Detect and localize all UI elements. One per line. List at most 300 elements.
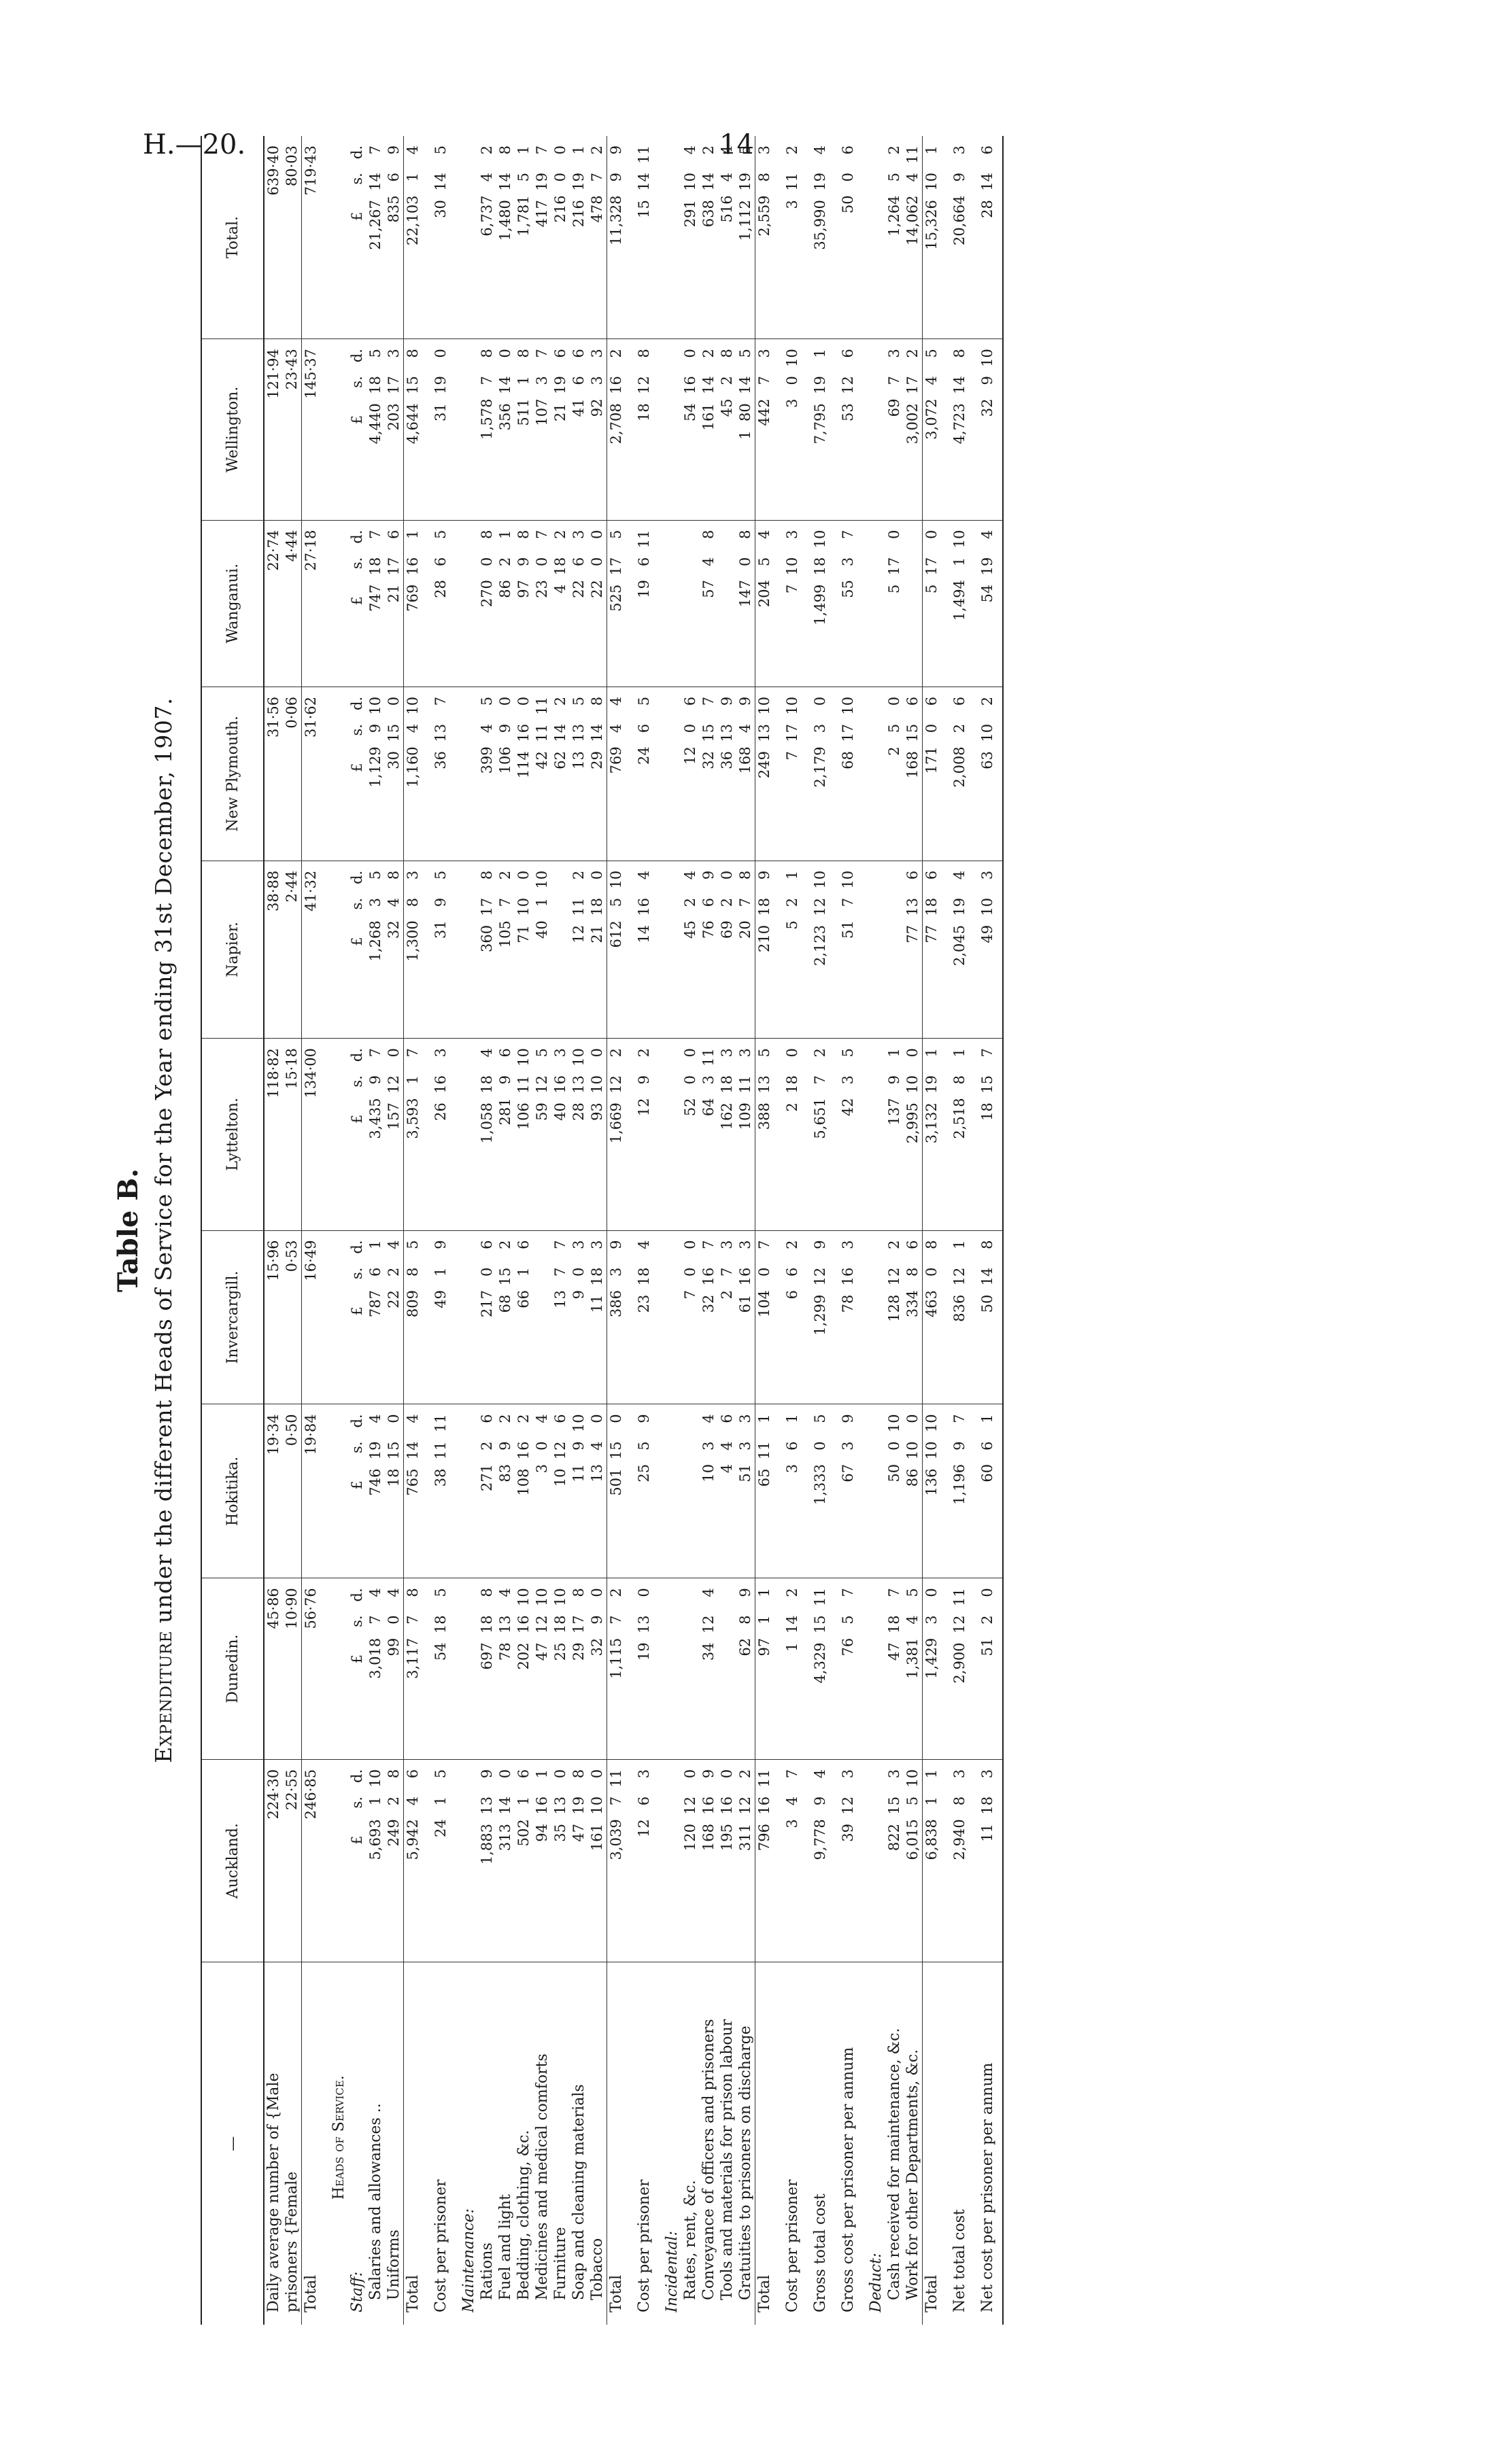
value-cell <box>264 1404 302 1578</box>
label-line: Net cost per prisoner per annum <box>979 2062 996 2312</box>
row-label <box>923 1962 942 2325</box>
cell-value <box>867 871 885 1038</box>
value-cell <box>941 1759 969 1962</box>
value-cell <box>320 1038 404 1230</box>
cell-value: 20,664 9 3 <box>951 145 968 245</box>
value-cell <box>302 1759 321 1962</box>
cell-value <box>460 1240 478 1404</box>
table-row <box>802 136 830 2325</box>
value-cell <box>802 1230 830 1404</box>
cell-value: 0·50 <box>284 1414 300 1446</box>
cell-value: 47 19 8 <box>570 1769 587 1842</box>
cell-value: 16·49 <box>303 1240 319 1281</box>
label-line: Total <box>923 2274 940 2312</box>
label-line: Total <box>608 2274 625 2312</box>
value-cell <box>626 861 653 1038</box>
cell-value: 2,708 16 2 <box>608 349 624 445</box>
cell-value: 2,045 19 4 <box>951 870 968 967</box>
value-cell <box>969 339 1003 521</box>
row-label <box>941 1962 969 2325</box>
value-cell <box>607 136 626 339</box>
value-cell <box>857 136 923 339</box>
cell-value: 107 3 7 <box>534 349 550 426</box>
value-cell <box>626 1038 653 1230</box>
cell-value: 638 14 2 <box>700 145 717 228</box>
value-cell <box>302 861 321 1038</box>
value-cell <box>941 339 969 521</box>
cell-value: 29 17 8 <box>570 1588 587 1661</box>
cell-value: £ s. d. <box>349 870 365 946</box>
cell-value: 0·53 <box>284 1240 300 1272</box>
cell-value: 1,333 0 5 <box>812 1414 828 1505</box>
cell-value: 108 16 2 <box>515 1414 532 1496</box>
cell-value: 463 0 8 <box>923 1240 940 1318</box>
value-cell <box>857 1404 923 1578</box>
cell-value: 15·96 <box>265 1240 281 1281</box>
cell-value <box>330 1048 348 1230</box>
cell-value: 22·55 <box>284 1769 300 1810</box>
value-cell <box>404 1404 423 1578</box>
cell-value: 195 16 0 <box>719 1769 735 1852</box>
cell-value <box>330 871 348 1038</box>
cell-value: 1,112 19 5 <box>737 145 753 241</box>
value-cell <box>422 1230 450 1404</box>
cell-value: 2,008 2 6 <box>951 696 968 788</box>
cell-value: £ s. d. <box>349 1588 365 1664</box>
cell-value: 45 2 4 <box>682 870 698 939</box>
cell-value: 62 8 9 <box>737 1588 753 1656</box>
cell-value: 30 15 0 <box>386 696 402 769</box>
value-cell <box>969 1230 1003 1404</box>
value-cell <box>857 1578 923 1760</box>
cell-value: 83 9 2 <box>497 1414 513 1482</box>
cell-value: 7,795 19 1 <box>812 349 828 445</box>
cell-value <box>460 871 478 1038</box>
cell-value: 57 4 8 <box>700 530 717 598</box>
value-cell <box>774 861 802 1038</box>
cell-value: 29 14 8 <box>589 696 605 769</box>
value-cell <box>450 520 607 687</box>
value-cell <box>969 136 1003 339</box>
cell-value <box>663 1769 681 1962</box>
value-cell <box>450 1759 607 1962</box>
value-cell <box>755 520 774 687</box>
row-label <box>774 1962 802 2325</box>
cell-value: 249 13 10 <box>756 696 772 779</box>
value-cell <box>857 520 923 687</box>
label-line: Medicines and medical comforts <box>534 2053 551 2300</box>
value-cell <box>755 1230 774 1404</box>
cell-value: 10·90 <box>284 1588 300 1629</box>
value-cell <box>755 1404 774 1578</box>
value-cell <box>923 1038 942 1230</box>
cell-value: 120 12 0 <box>682 1769 698 1852</box>
cell-value: 1,781 5 1 <box>515 145 532 237</box>
value-cell <box>969 687 1003 861</box>
cell-value: 356 14 0 <box>497 349 513 431</box>
cell-value: 145·37 <box>303 349 319 399</box>
cell-value <box>867 1048 885 1230</box>
cell-value: 2·44 <box>284 870 300 903</box>
cell-value: 168 16 9 <box>700 1769 717 1852</box>
value-cell <box>450 687 607 861</box>
value-cell <box>404 861 423 1038</box>
cell-value: 6,737 4 2 <box>479 145 495 237</box>
cell-value: 93 10 0 <box>589 1047 605 1121</box>
cell-value: 56·76 <box>303 1588 319 1629</box>
label-line: Soap and cleaning materials <box>570 2084 587 2300</box>
cell-value: 822 15 3 <box>886 1769 902 1852</box>
cell-value: 23 0 7 <box>534 530 550 598</box>
cell-value: 281 9 6 <box>497 1047 513 1126</box>
cell-value: 3,435 9 7 <box>367 1047 383 1139</box>
value-cell <box>264 861 302 1038</box>
value-cell <box>422 1038 450 1230</box>
column-header: Hokitika. <box>201 1404 264 1578</box>
cell-value: 3,039 7 11 <box>608 1769 624 1860</box>
row-label <box>653 1962 755 2325</box>
label-line: Gratuities to prisoners on discharge <box>737 2026 754 2300</box>
cell-value: 334 8 6 <box>904 1240 921 1318</box>
row-label <box>802 1962 830 2325</box>
value-cell <box>422 520 450 687</box>
cell-value: 7 0 0 <box>682 1240 698 1300</box>
cell-value: 1,160 4 10 <box>405 696 421 788</box>
value-cell <box>802 687 830 861</box>
value-cell <box>755 1038 774 1230</box>
cell-value: 161 10 0 <box>589 1769 605 1852</box>
cell-value: 1,669 12 2 <box>608 1047 624 1144</box>
cell-value: 52 0 0 <box>682 1047 698 1117</box>
value-cell <box>264 1759 302 1962</box>
cell-value: 15,326 10 1 <box>923 145 940 250</box>
cell-value: 27·18 <box>303 530 319 571</box>
row-label <box>607 1962 626 2325</box>
label-line: Rations <box>479 2242 496 2300</box>
value-cell <box>404 1759 423 1962</box>
table-row <box>941 136 969 2325</box>
cell-value: 147 0 8 <box>737 530 753 608</box>
cell-value: 106 9 0 <box>497 696 513 774</box>
value-cell <box>422 1759 450 1962</box>
table-row <box>404 136 423 2325</box>
cell-value: 18 15 0 <box>386 1414 402 1487</box>
value-cell <box>626 520 653 687</box>
cell-value: 11 9 10 <box>570 1414 587 1482</box>
cell-value: 1 14 2 <box>784 1588 800 1652</box>
cell-value: 11 18 3 <box>589 1240 605 1313</box>
cell-value: 13 13 5 <box>570 696 587 769</box>
cell-value <box>867 1240 885 1404</box>
value-cell <box>923 1759 942 1962</box>
value-cell <box>802 1759 830 1962</box>
label-line: Salaries and allowances .. <box>367 2103 384 2300</box>
cell-value: 3,593 1 7 <box>405 1047 421 1139</box>
value-cell <box>320 1578 404 1760</box>
value-cell <box>830 687 857 861</box>
value-cell <box>302 136 321 339</box>
cell-value: 1,129 9 10 <box>367 696 383 788</box>
cell-value: 1,381 4 5 <box>904 1588 921 1679</box>
cell-value: 769 16 1 <box>405 530 421 612</box>
value-cell <box>653 861 755 1038</box>
table-subtitle <box>150 136 177 2325</box>
cell-value: 80·03 <box>284 145 300 187</box>
cell-value: 106 11 10 <box>515 1047 532 1130</box>
value-cell <box>802 339 830 521</box>
cell-value: 216 0 0 <box>552 145 568 223</box>
cell-value: 21 19 6 <box>552 349 568 421</box>
cell-value: 311 12 2 <box>737 1769 753 1852</box>
cell-value: 1,300 8 3 <box>405 870 421 962</box>
value-cell <box>450 1578 607 1760</box>
column-header: Lyttelton. <box>201 1038 264 1230</box>
cell-value: 4,440 18 5 <box>367 349 383 445</box>
cell-value: 746 19 4 <box>367 1414 383 1496</box>
cell-value: 835 6 9 <box>386 145 402 223</box>
cell-value <box>663 871 681 1038</box>
cell-value: 168 4 9 <box>737 696 753 774</box>
value-cell <box>653 1230 755 1404</box>
value-cell <box>941 136 969 339</box>
cell-value: 697 18 8 <box>479 1588 495 1670</box>
cell-value: £ s. d. <box>349 1414 365 1490</box>
table-row <box>264 136 302 2325</box>
label-line: Total <box>756 2274 773 2312</box>
cell-value: 77 13 6 <box>904 870 921 943</box>
cell-value: 53 12 6 <box>840 349 856 421</box>
value-cell <box>830 520 857 687</box>
cell-value <box>681 530 700 687</box>
value-cell <box>941 861 969 1038</box>
cell-value <box>663 1048 681 1230</box>
cell-value <box>867 1588 885 1759</box>
cell-value: 15·18 <box>284 1047 300 1090</box>
label-line: Cost per prisoner <box>636 2179 653 2312</box>
value-cell <box>923 687 942 861</box>
column-header: Total. <box>201 136 264 339</box>
value-cell <box>830 339 857 521</box>
value-cell <box>969 1404 1003 1578</box>
cell-value: 34 12 4 <box>700 1588 717 1661</box>
cell-value: 1,299 12 9 <box>812 1240 828 1336</box>
value-cell <box>774 1759 802 1962</box>
cell-value <box>460 145 478 339</box>
value-cell <box>830 1578 857 1760</box>
cell-value: 28 13 10 <box>570 1047 587 1121</box>
cell-value: 86 10 0 <box>904 1414 921 1487</box>
cell-value: 224·30 <box>265 1769 281 1820</box>
cell-value: 62 14 2 <box>552 696 568 769</box>
cell-value <box>460 697 478 861</box>
cell-value: 501 15 0 <box>608 1414 624 1496</box>
cell-value: 23 18 4 <box>636 1240 652 1313</box>
cell-value: 23·43 <box>284 349 300 390</box>
cell-value: 109 11 3 <box>737 1047 753 1130</box>
cell-value: 787 6 1 <box>367 1240 383 1318</box>
value-cell <box>302 339 321 521</box>
cell-value <box>867 697 885 861</box>
value-cell <box>830 1038 857 1230</box>
cell-value: 246·85 <box>303 1769 319 1820</box>
cell-value: 6,015 5 10 <box>904 1769 921 1860</box>
label-line: prisoners {Female <box>284 2171 301 2312</box>
value-cell <box>857 1230 923 1404</box>
cell-value: 50 0 6 <box>840 145 856 214</box>
cell-value: 121·94 <box>265 349 281 399</box>
cell-value: 1,268 3 5 <box>367 870 383 962</box>
value-cell <box>755 687 774 861</box>
cell-value: 5 17 0 <box>886 530 902 594</box>
cell-value: 51 7 10 <box>840 870 856 939</box>
row-label <box>422 1962 450 2325</box>
table-body <box>264 136 1003 2325</box>
column-header: New Plymouth. <box>201 687 264 861</box>
value-cell <box>774 1404 802 1578</box>
cell-value: 136 10 10 <box>923 1414 940 1496</box>
cell-value: 114 16 0 <box>515 696 532 779</box>
row-label <box>830 1962 857 2325</box>
cell-value: 3 6 1 <box>784 1414 800 1474</box>
value-cell <box>626 1578 653 1760</box>
cell-value <box>330 1240 348 1404</box>
value-cell <box>857 1759 923 1962</box>
cell-value: 161 14 2 <box>700 349 717 431</box>
cell-value: 94 16 1 <box>534 1769 550 1842</box>
value-cell <box>755 861 774 1038</box>
cell-value: 19·34 <box>265 1414 281 1455</box>
cell-value: 3,117 7 8 <box>405 1588 421 1679</box>
rotated-table-page <box>105 136 1261 2325</box>
cell-value: 38 11 11 <box>432 1414 449 1487</box>
table-row <box>302 136 321 2325</box>
label-line: Total <box>405 2274 422 2312</box>
cell-value: 5 2 1 <box>784 870 800 930</box>
cell-value: 76 5 7 <box>840 1588 856 1656</box>
value-cell <box>923 1230 942 1404</box>
value-cell <box>626 339 653 521</box>
cell-value: 19·84 <box>303 1414 319 1455</box>
value-cell <box>923 1404 942 1578</box>
cell-value: 270 0 8 <box>479 530 495 608</box>
cell-value: 18 15 7 <box>979 1047 995 1121</box>
cell-value: 1,115 7 2 <box>608 1588 624 1679</box>
value-cell <box>607 1230 626 1404</box>
cell-value: £ s. d. <box>349 1769 365 1845</box>
value-cell <box>774 339 802 521</box>
value-cell <box>802 520 830 687</box>
cell-value: 67 3 9 <box>840 1414 856 1482</box>
value-cell <box>607 520 626 687</box>
value-cell <box>450 1230 607 1404</box>
cell-value: 4,723 14 8 <box>951 349 968 445</box>
cell-value: 769 4 4 <box>608 696 624 774</box>
cell-value: 4·44 <box>284 530 300 562</box>
value-cell <box>320 861 404 1038</box>
value-cell <box>653 136 755 339</box>
row-label <box>264 1962 302 2325</box>
cell-value: 719·43 <box>303 145 319 196</box>
cell-value: 11 18 3 <box>979 1769 995 1842</box>
cell-value: 68 17 10 <box>840 696 856 769</box>
cell-value: 22 0 0 <box>589 530 605 598</box>
cell-value <box>663 145 681 339</box>
label-line: Maintenance: <box>460 2208 477 2312</box>
column-header: — <box>201 1962 264 2325</box>
value-cell <box>941 1404 969 1578</box>
cell-value: 203 17 3 <box>386 349 402 431</box>
value-cell <box>626 1230 653 1404</box>
value-cell <box>607 339 626 521</box>
cell-value: 157 12 0 <box>386 1047 402 1130</box>
label-line: Deduct: <box>868 2253 885 2312</box>
cell-value: 249 2 8 <box>386 1769 402 1847</box>
cell-value: 10 3 4 <box>700 1414 717 1482</box>
cell-value: 796 16 11 <box>756 1769 772 1852</box>
cell-value: 64 3 11 <box>700 1047 717 1117</box>
row-label <box>404 1962 423 2325</box>
value-cell <box>607 1578 626 1760</box>
cell-value: 2,518 8 1 <box>951 1047 968 1139</box>
value-cell <box>302 687 321 861</box>
value-cell <box>653 1759 755 1962</box>
cell-value: 271 2 6 <box>479 1414 495 1491</box>
cell-value: 24 6 5 <box>636 696 652 765</box>
value-cell <box>264 136 302 339</box>
cell-value: 19 6 11 <box>636 530 652 598</box>
value-cell <box>607 1038 626 1230</box>
cell-value: 168 15 6 <box>904 696 921 779</box>
value-cell <box>626 1759 653 1962</box>
cell-value: 47 12 10 <box>534 1588 550 1661</box>
cell-value: 4 4 6 <box>719 1414 735 1474</box>
cell-value: 65 11 1 <box>756 1414 772 1487</box>
value-cell <box>802 1038 830 1230</box>
cell-value: 60 6 1 <box>979 1414 995 1482</box>
cell-value: 66 1 6 <box>515 1240 532 1308</box>
cell-value: 51 2 0 <box>979 1588 995 1656</box>
value-cell <box>264 1230 302 1404</box>
value-cell <box>626 1404 653 1578</box>
cell-value: 747 18 7 <box>367 530 383 612</box>
value-cell <box>422 136 450 339</box>
cell-value: 7 17 10 <box>784 696 800 761</box>
cell-value: 3,072 4 5 <box>923 349 940 440</box>
cell-value: 1,196 9 7 <box>951 1414 968 1505</box>
label-line: Rates, rent, &c. <box>682 2180 699 2300</box>
value-cell <box>264 1578 302 1760</box>
cell-value: 32 4 8 <box>386 870 402 939</box>
cell-value: 6 6 2 <box>784 1240 800 1300</box>
cell-value <box>663 1414 681 1578</box>
cell-value: 47 18 7 <box>886 1588 902 1661</box>
cell-value: 3,132 19 1 <box>923 1047 940 1144</box>
cell-value <box>885 871 904 1038</box>
cell-value: 2,123 12 10 <box>812 870 828 967</box>
value-cell <box>653 1038 755 1230</box>
cell-value <box>460 1588 478 1759</box>
cell-value <box>663 1240 681 1404</box>
value-cell <box>264 1038 302 1230</box>
label-line: Tobacco <box>589 2238 606 2300</box>
cell-value: 5,651 7 2 <box>812 1047 828 1139</box>
cell-value: 1,578 7 8 <box>479 349 495 440</box>
cell-value: 49 10 3 <box>979 870 995 943</box>
cell-value: 78 13 4 <box>497 1588 513 1661</box>
value-cell <box>969 1578 1003 1760</box>
cell-value: 76 6 9 <box>700 870 717 939</box>
value-cell <box>302 520 321 687</box>
